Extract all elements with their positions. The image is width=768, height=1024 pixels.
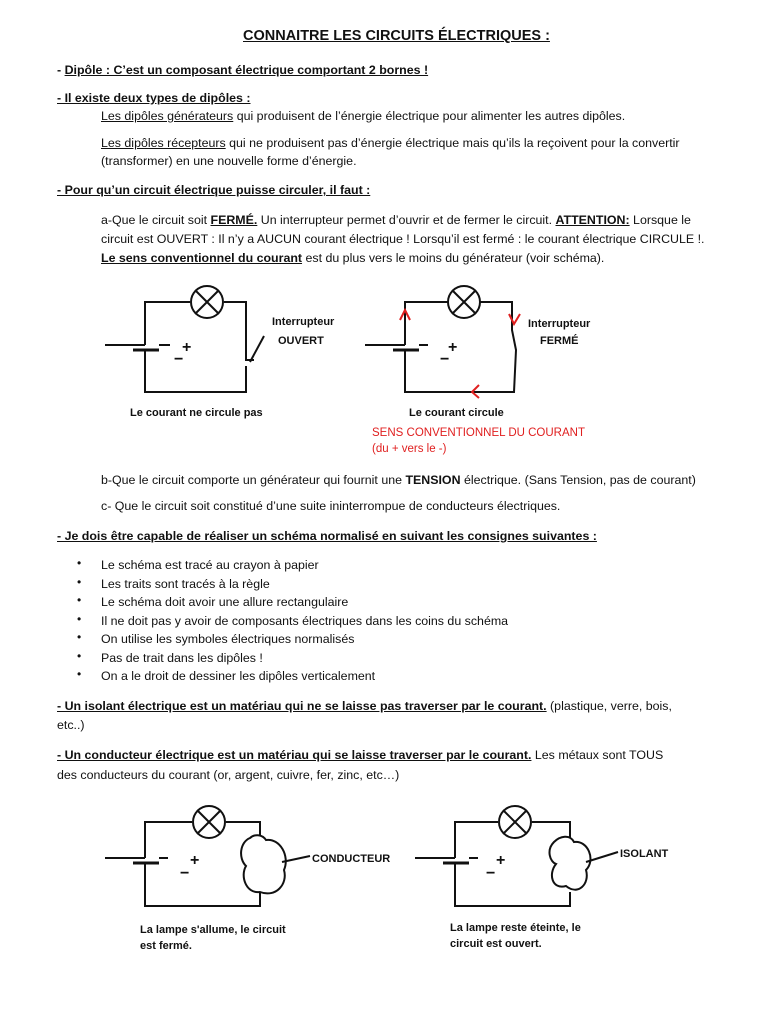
bullet-icon: • [77, 556, 82, 570]
circuler-heading: - Pour qu’un circuit électrique puisse circuler, il faut : [57, 183, 371, 197]
condition-a-prefix: a-Que le circuit soit [101, 213, 211, 227]
conventional-direction-note: SENS CONVENTIONNEL DU COURANT [372, 427, 585, 439]
insulator-material-icon [550, 837, 591, 890]
generators-term: Les dipôles générateurs [101, 109, 234, 123]
bullet-icon: • [77, 612, 82, 626]
condition-b [101, 472, 696, 488]
insulator-circuit-diagram [410, 800, 710, 960]
conductor-material-icon [241, 835, 286, 893]
plus-sign: + [496, 852, 506, 869]
isolant-definition [57, 698, 672, 714]
bullet-icon: • [77, 575, 82, 589]
conducteur-examples: Les métaux sont TOUS [531, 748, 664, 762]
minus-sign: − [440, 351, 450, 368]
attention-term: ATTENTION: [555, 213, 630, 227]
schema-rule-item: Il ne doit pas y avoir de composants électriques dans les coins du schéma [101, 614, 509, 628]
insulator-caption-line-1: La lampe reste éteinte, le [450, 922, 581, 934]
schema-rule-item: Les traits sont tracés à la règle [101, 577, 270, 591]
bullet-icon: • [77, 593, 82, 607]
current-arrows [400, 310, 520, 398]
open-circuit-caption: Le courant ne circule pas [130, 407, 263, 419]
schema-rule-item: On a le droit de dessiner les dipôles verticalement [101, 669, 376, 683]
condition-a-line-2: circuit est OUVERT : Il n’y a AUCUN courant électrique ! Lorsqu’il est fermé : le courant électrique CIRCULE !. [101, 232, 705, 246]
tension-term: TENSION [405, 473, 461, 487]
condition-a-line-1 [101, 212, 691, 228]
generators-line [101, 108, 625, 124]
types-heading: - Il existe deux types de dipôles : [57, 91, 251, 105]
minus-sign: − [486, 865, 496, 882]
condition-c: c- Que le circuit soit constitué d’une suite ininterrompue de conducteurs électriques. [101, 499, 561, 513]
conductor-caption-line-2: est fermé. [140, 940, 192, 952]
minus-sign: − [180, 865, 190, 882]
conductor-caption-line-1: La lampe s'allume, le circuit [140, 924, 286, 936]
conducteur-term: - Un conducteur électrique est un matériau qui se laisse traverser par le courant. [57, 748, 532, 762]
dipole-lead: - [57, 63, 65, 77]
plus-sign: + [448, 339, 458, 356]
isolant-definition-line-2: etc..) [57, 718, 85, 732]
sens-conventionnel-term: Le sens conventionnel du courant [101, 251, 303, 265]
schema-rule-item: Pas de trait dans les dipôles ! [101, 651, 263, 665]
minus-sign: − [174, 351, 184, 368]
receivers-line [101, 135, 680, 151]
switch-state: FERMÉ [540, 335, 579, 347]
sens-conventionnel-text: est du plus vers le moins du générateur (voir schéma). [302, 251, 605, 265]
bullet-icon: • [77, 649, 82, 663]
condition-a-suffix: Lorsque le [629, 213, 691, 227]
receivers-term: Les dipôles récepteurs [101, 136, 226, 150]
condition-a-line-3 [101, 250, 604, 266]
switch-state: OUVERT [278, 335, 324, 347]
conventional-direction-subnote: (du + vers le -) [372, 443, 447, 455]
condition-a-middle: Un interrupteur permet d’ouvrir et de fermer le circuit. [257, 213, 556, 227]
condition-b-suffix: électrique. (Sans Tension, pas de courant) [460, 473, 696, 487]
schema-rule-item: On utilise les symboles électriques normalisés [101, 632, 355, 646]
open-circuit-diagram [100, 280, 360, 420]
dipole-term: Dipôle : C’est un composant électrique comportant 2 bornes ! [64, 63, 429, 77]
conductor-circuit-diagram [100, 800, 420, 960]
page-title: CONNAITRE LES CIRCUITS ÉLECTRIQUES : [243, 28, 550, 44]
dipole-definition [57, 62, 428, 78]
switch-label: Interrupteur [272, 316, 335, 328]
receivers-line-2: (transformer) en une nouvelle forme d’énergie. [101, 154, 357, 168]
insulator-label: ISOLANT [620, 848, 669, 860]
schema-rule-item: Le schéma est tracé au crayon à papier [101, 558, 319, 572]
closed-circuit-diagram [360, 280, 660, 465]
isolant-examples: (plastique, verre, bois, [546, 699, 672, 713]
conducteur-definition-line-2: des conducteurs du courant (or, argent, cuivre, fer, zinc, etc…) [57, 768, 400, 782]
condition-b-prefix: b-Que le circuit comporte un générateur qui fournit une [101, 473, 406, 487]
closed-circuit-caption: Le courant circule [409, 407, 504, 419]
bullet-icon: • [77, 667, 82, 681]
ferme-term: FERMÉ. [210, 213, 258, 227]
insulator-caption-line-2: circuit est ouvert. [450, 938, 542, 950]
switch-label: Interrupteur [528, 318, 591, 330]
conductor-label: CONDUCTEUR [312, 853, 391, 865]
plus-sign: + [190, 852, 200, 869]
schema-rule-item: Le schéma doit avoir une allure rectangulaire [101, 595, 349, 609]
arrow-down-icon [509, 314, 520, 324]
receivers-text: qui ne produisent pas d’énergie électrique mais qu’ils la reçoivent pour la convertir [225, 136, 680, 150]
conducteur-definition [57, 747, 663, 763]
schema-heading: - Je dois être capable de réaliser un schéma normalisé en suivant les consignes suivantes : [57, 529, 597, 543]
bullet-icon: • [77, 630, 82, 644]
plus-sign: + [182, 339, 192, 356]
generators-text: qui produisent de l’énergie électrique pour alimenter les autres dipôles. [233, 109, 626, 123]
isolant-term: - Un isolant électrique est un matériau qui ne se laisse pas traverser par le courant. [57, 699, 547, 713]
